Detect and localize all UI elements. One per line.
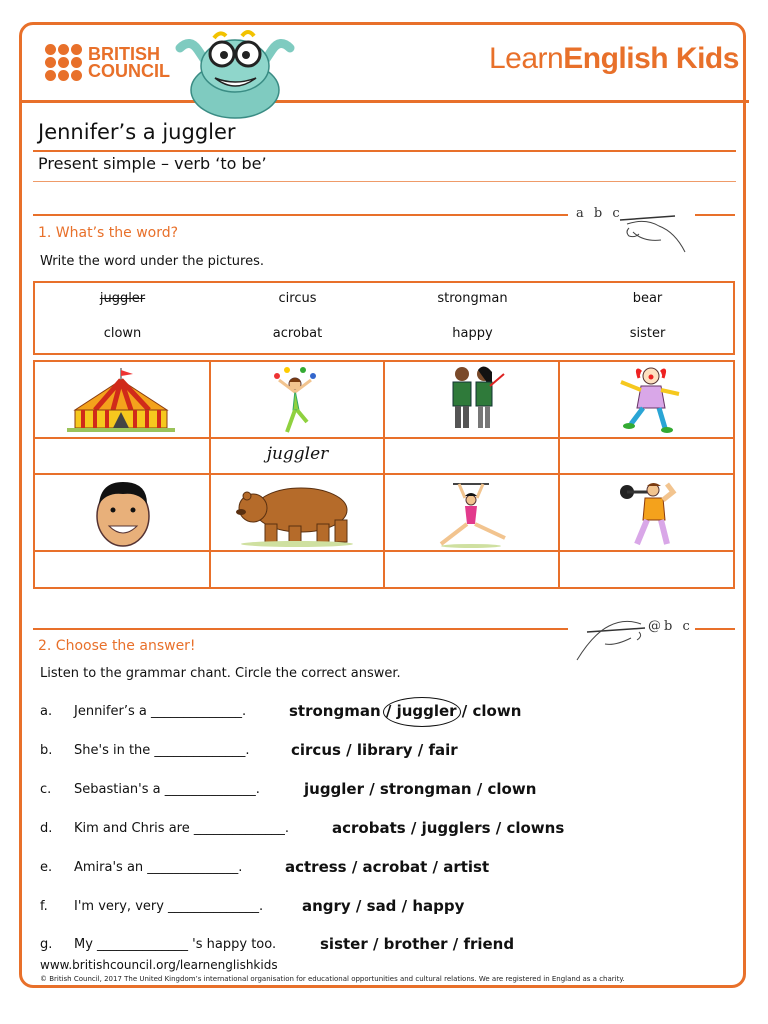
answer-options[interactable]: acrobats / jugglers / clowns xyxy=(332,819,565,837)
worksheet-subtitle: Present simple – verb ‘to be’ xyxy=(38,154,267,173)
word-bank xyxy=(33,281,735,355)
brother-sister-icon xyxy=(440,364,510,436)
section2-rule xyxy=(33,628,568,630)
writing-hand-icon xyxy=(575,614,650,668)
word-bank-item: clown xyxy=(103,326,142,341)
bear-icon xyxy=(235,480,359,548)
word-bank-item: juggler xyxy=(99,291,146,306)
answer-options[interactable]: circus / library / fair xyxy=(291,741,458,759)
section2-title: 2. Choose the answer! xyxy=(38,638,196,654)
section2-instruction: Listen to the grammar chant. Circle the correct answer. xyxy=(40,666,401,681)
british-council-logo xyxy=(45,44,170,81)
word-bank-item: sister xyxy=(629,326,666,341)
clown-icon xyxy=(613,364,683,436)
juggler-girl-icon xyxy=(265,366,325,434)
section1-title: 1. What’s the word? xyxy=(38,225,179,241)
logo-line-2: COUNCIL xyxy=(88,60,170,81)
section2-rule-end xyxy=(695,628,735,630)
subtitle-rule xyxy=(33,181,736,182)
answer-circle xyxy=(383,697,461,727)
footer-url[interactable]: www.britishcouncil.org/learnenglishkids xyxy=(40,958,278,972)
acrobat-icon xyxy=(435,478,511,550)
word-bank-item: acrobat xyxy=(272,326,323,341)
word-bank-item: happy xyxy=(452,326,493,341)
header-divider xyxy=(19,100,749,103)
word-bank-item: circus xyxy=(278,291,317,306)
answer-cell[interactable]: juggler xyxy=(266,444,329,464)
happy-boy-icon xyxy=(91,478,155,548)
answer-options[interactable]: sister / brother / friend xyxy=(320,935,515,953)
answer-options[interactable]: angry / sad / happy xyxy=(302,897,465,915)
strongman-icon xyxy=(615,478,687,550)
section1-rule xyxy=(33,214,568,216)
word-bank-item: bear xyxy=(632,291,663,306)
answer-options[interactable]: actress / acrobat / artist xyxy=(285,858,490,876)
logo-line-1: BRITISH xyxy=(88,43,160,64)
footer-copyright: © British Council, 2017 The United Kingdom’s international organisation for educational opportunities and cultural relations. We are registered in England as a charity. xyxy=(40,975,625,983)
title-rule xyxy=(33,150,736,152)
answer-options[interactable]: juggler / strongman / clown xyxy=(304,780,537,798)
word-bank-item: strongman xyxy=(437,291,508,306)
british-council-dots-icon xyxy=(45,44,82,81)
section1-rule-end xyxy=(695,214,735,216)
writing-hand-icon xyxy=(615,198,690,256)
section1-abc: a b c xyxy=(576,206,623,221)
section2-abc: @b c xyxy=(648,619,693,634)
monster-mascot-icon xyxy=(170,28,300,120)
circus-tent-icon xyxy=(65,366,177,434)
learnenglish-kids-logo: LearnEnglish Kids xyxy=(489,42,739,75)
worksheet-title: Jennifer’s a juggler xyxy=(38,120,236,144)
picture-grid xyxy=(33,360,735,589)
section1-instruction: Write the word under the pictures. xyxy=(40,254,264,269)
answer-options[interactable]: strongman / juggler / clown xyxy=(289,702,522,720)
